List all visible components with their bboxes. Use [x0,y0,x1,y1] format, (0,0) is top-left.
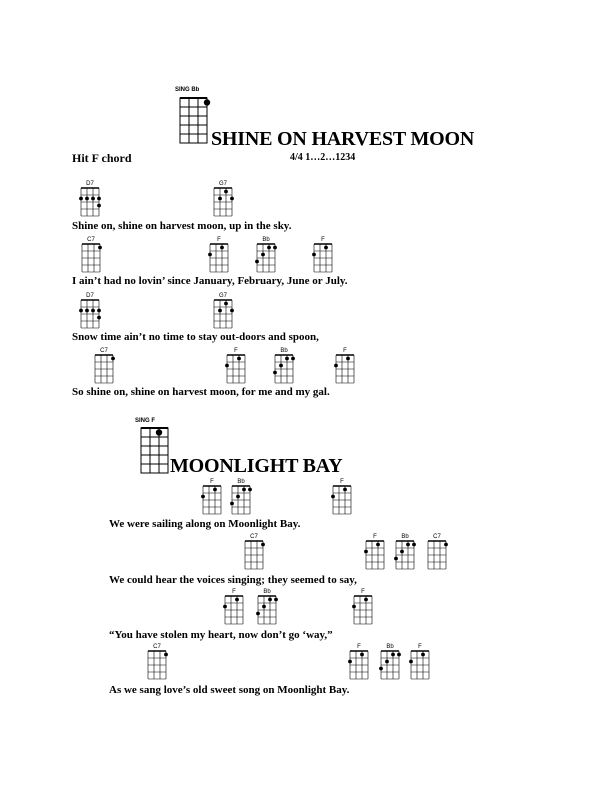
finger-dot [391,653,395,657]
chord-f [363,533,391,572]
chord-name-label: F [321,237,325,243]
chord-name-label: C7 [100,348,108,354]
lyric-line: We were sailing along on Moonlight Bay. [109,518,301,530]
finger-dot [376,543,380,547]
chord-c7 [92,347,120,386]
finger-dot [223,605,227,609]
chord-f [333,347,361,386]
chord-name-label: G7 [218,181,228,187]
song2-title: MOONLIGHT BAY [170,455,343,477]
finger-dot [364,550,368,554]
finger-dot [255,260,259,264]
chord-name-label: F [232,589,236,595]
finger-dot [91,197,95,201]
chord-c7 [425,533,453,572]
finger-dot [279,364,283,368]
chord-f [207,236,235,275]
finger-dot [230,197,234,201]
chord-c7 [242,533,270,572]
finger-dot [236,495,240,499]
chord-f [200,478,228,517]
finger-dot [379,667,383,671]
chord-name-label: F [361,589,365,595]
sing-bb-label: SING Bb [175,87,200,93]
time-signature-count: 4/4 1…2…1234 [290,152,356,163]
sing-note-dot [156,429,162,435]
chord-name-label: D7 [86,181,94,187]
song1-title: SHINE ON HARVEST MOON [211,128,475,150]
finger-dot [97,309,101,313]
sing-note-dot [204,99,210,105]
finger-dot [248,488,252,492]
finger-dot [312,253,316,257]
lyric-line: So shine on, shine on harvest moon, for me and my gal. [72,386,330,398]
lyric-line: As we sang love’s old sweet song on Moonlight Bay. [109,684,350,696]
finger-dot [208,253,212,257]
finger-dot [230,309,234,313]
chord-name-label: C7 [87,237,95,243]
finger-dot [285,357,289,361]
finger-dot [262,605,266,609]
finger-dot [421,653,425,657]
finger-dot [225,364,229,368]
chord-bb [378,643,406,682]
chord-g7 [211,180,239,219]
finger-dot [261,543,265,547]
chord-name-label: F [217,237,221,243]
lyric-line: We could hear the voices singing; they seemed to say, [109,574,357,586]
finger-dot [79,197,83,201]
finger-dot [334,364,338,368]
chord-d7 [78,180,106,219]
finger-dot [412,543,416,547]
finger-dot [224,190,228,194]
chord-name-label: Bb [401,534,409,540]
chord-name-label: Bb [386,644,394,650]
lyric-line: Snow time ain’t no time to stay out-doors and spoon, [72,331,319,343]
chord-name-label: C7 [250,534,258,540]
finger-dot [346,357,350,361]
chord-name-label: Bb [237,479,245,485]
chord-name-label: C7 [153,644,161,650]
finger-dot [324,246,328,250]
finger-dot [343,488,347,492]
finger-dot [385,660,389,664]
chord-name-label: F [210,479,214,485]
chord-name-label: D7 [86,293,94,299]
finger-dot [406,543,410,547]
chord-f [311,236,339,275]
chord-f [224,347,252,386]
finger-dot [444,543,448,547]
finger-dot [261,253,265,257]
finger-dot [352,605,356,609]
finger-dot [273,371,277,375]
finger-dot [274,598,278,602]
finger-dot [235,598,239,602]
finger-dot [273,246,277,250]
finger-dot [409,660,413,664]
finger-dot [220,246,224,250]
finger-dot [242,488,246,492]
finger-dot [348,660,352,664]
finger-dot [224,302,228,306]
finger-dot [85,309,89,313]
finger-dot [230,502,234,506]
finger-dot [256,612,260,616]
finger-dot [85,197,89,201]
chord-f [408,643,436,682]
chord-bb [393,533,421,572]
finger-dot [218,309,222,313]
chord-name-label: F [340,479,344,485]
lyric-line: Shine on, shine on harvest moon, up in the sky. [72,220,292,232]
chord-name-label: F [418,644,422,650]
chord-bb [229,478,257,517]
finger-dot [360,653,364,657]
chord-name-label: Bb [280,348,288,354]
finger-dot [268,598,272,602]
chord-g7 [211,292,239,331]
chord-f [351,588,379,627]
lyric-line: “You have stolen my heart, now don’t go ‘way,” [109,629,333,641]
chord-name-label: G7 [218,293,228,299]
chord-bb [272,347,300,386]
finger-dot [394,557,398,561]
finger-dot [291,357,295,361]
finger-dot [400,550,404,554]
finger-dot [91,309,95,313]
chord-d7 [78,292,106,331]
finger-dot [97,204,101,208]
chord-name-label: Bb [263,589,271,595]
chord-c7 [79,236,107,275]
finger-dot [213,488,217,492]
finger-dot [201,495,205,499]
finger-dot [79,309,83,313]
lyric-line: I ain’t had no lovin’ since January, February, June or July. [72,275,348,287]
chord-name-label: C7 [433,534,441,540]
finger-dot [98,246,102,250]
chord-name-label: F [234,348,238,354]
finger-dot [97,197,101,201]
sing-f-label: SING F [135,418,156,424]
finger-dot [218,197,222,201]
chord-name-label: F [373,534,377,540]
finger-dot [397,653,401,657]
chord-name-label: F [357,644,361,650]
chord-bb [254,236,282,275]
finger-dot [267,246,271,250]
finger-dot [111,357,115,361]
chord-f [347,643,375,682]
chord-f [330,478,358,517]
finger-dot [237,357,241,361]
chord-c7 [145,643,173,682]
hit-chord-instruction: Hit F chord [72,151,132,165]
chord-name-label: F [343,348,347,354]
finger-dot [164,653,168,657]
chord-bb [255,588,283,627]
chord-name-label: Bb [262,237,270,243]
finger-dot [97,316,101,320]
finger-dot [331,495,335,499]
finger-dot [364,598,368,602]
chord-f [222,588,250,627]
